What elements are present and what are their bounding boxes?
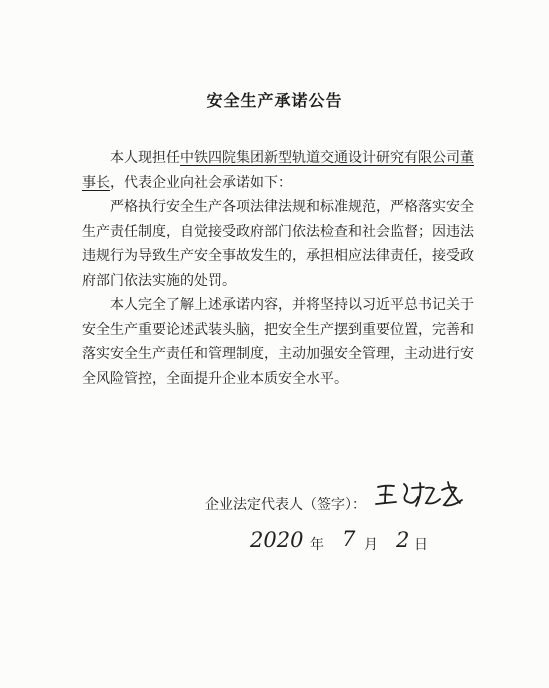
- date-year: 2020: [250, 528, 304, 552]
- date-day-unit: 日: [414, 537, 428, 553]
- intro-suffix: ，代表企业向社会承诺如下：: [110, 174, 292, 191]
- position-filled-text: 中铁四院集团新型轨道交通设计研究有限公司董事长: [82, 150, 474, 191]
- date-year-unit: 年: [310, 537, 324, 553]
- commitment-intro-paragraph: [82, 146, 474, 195]
- date-day: 2: [396, 528, 410, 552]
- handwritten-signature: [372, 478, 468, 512]
- document-body: [82, 146, 474, 391]
- commitment-paragraph-understanding: 本人完全了解上述承诺内容，并将坚持以习近平总书记关于安全生产重要论述武装头脑，把安全生产摆到重要位置，完善和落实安全生产责任和管理制度，主动加强安全管理，主动进行安全风险管控，全面提升企业本质安全水平。: [82, 297, 474, 387]
- intro-prefix: 本人现担任: [110, 150, 180, 166]
- date-month: 7: [342, 527, 356, 551]
- date-month-unit: 月: [364, 537, 378, 553]
- document-title: 安全生产承诺公告: [206, 91, 343, 110]
- commitment-paragraph-law: 严格执行安全生产各项法律法规和标准规范，严格落实安全生产责任制度，自觉接受政府部门依法检查和社会监督；因违法违规行为导致生产安全事故发生的，承担相应法律责任，接受政府部门依法实施的处罚。: [82, 199, 474, 289]
- signature-label: 企业法定代表人（签字）：: [205, 497, 366, 513]
- signing-date: [250, 526, 450, 562]
